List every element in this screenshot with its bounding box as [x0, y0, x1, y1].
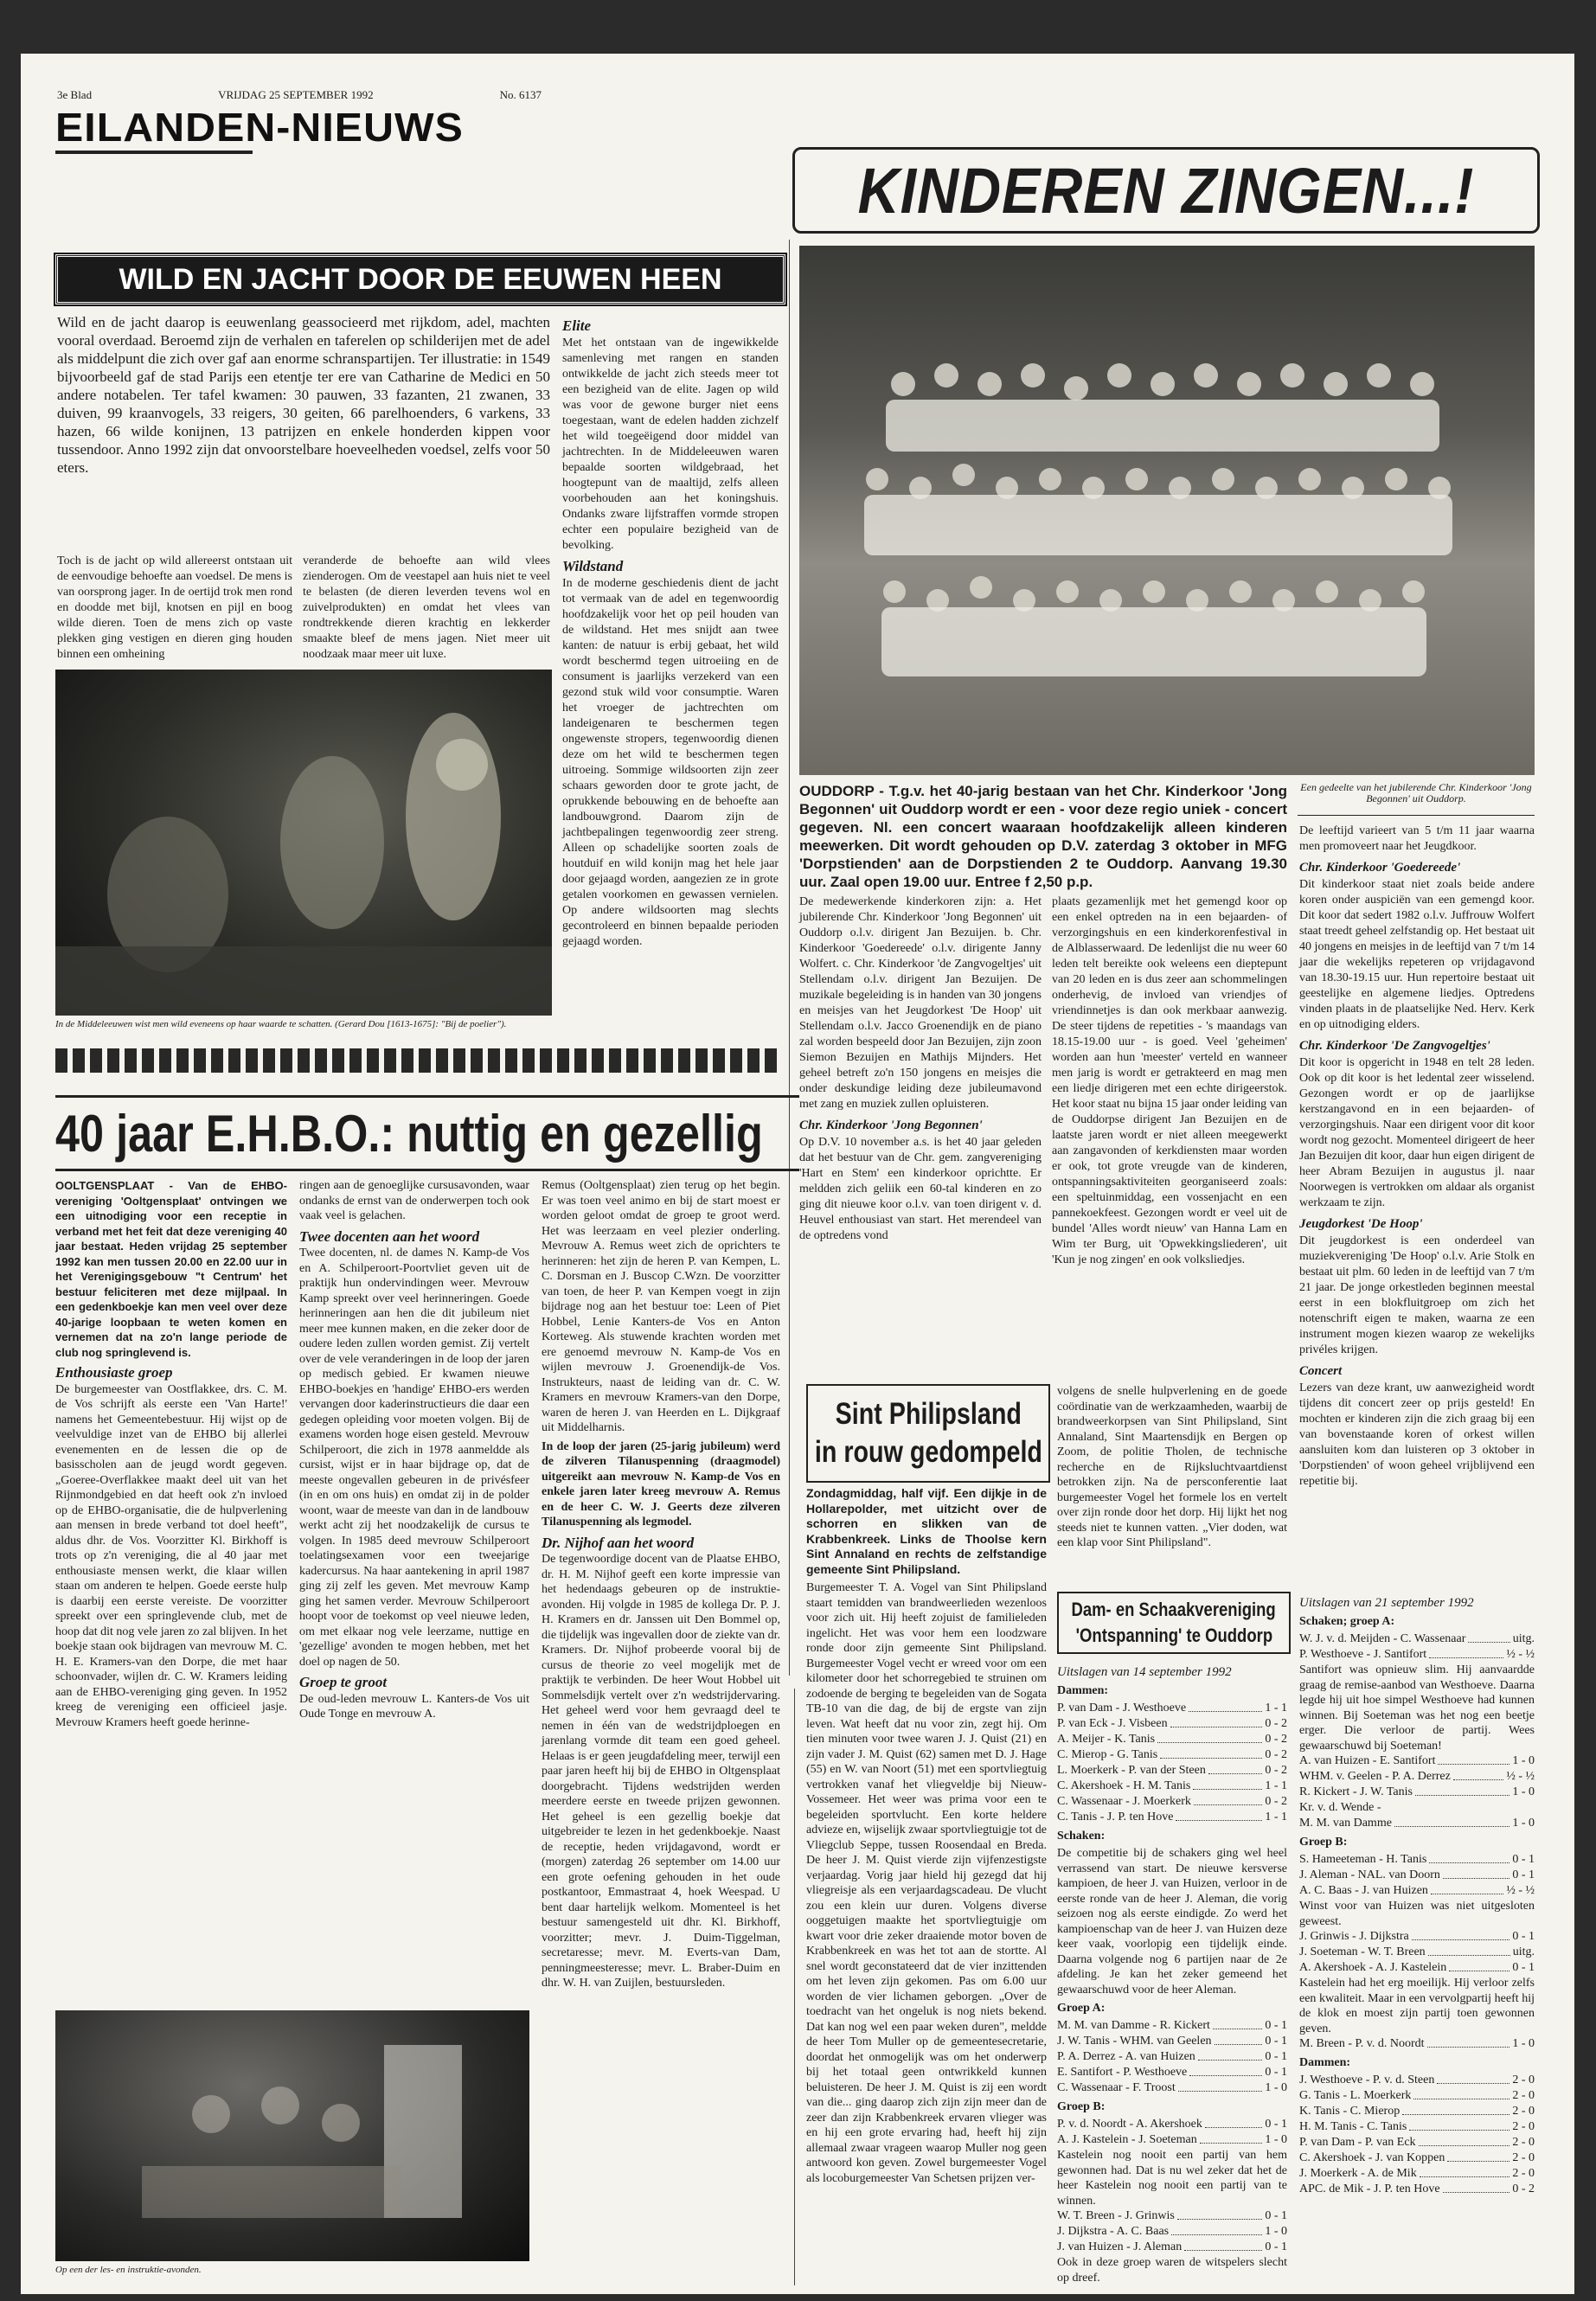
leader-dots: [1194, 1794, 1262, 1805]
match-result: 0 - 1: [1512, 1868, 1535, 1881]
match-result: 2 - 0: [1512, 2120, 1535, 2133]
groep-b3-text: Winst voor van Huizen was niet uitgesloten geweest.: [1299, 1900, 1535, 1928]
date-label: VRIJDAG 25 SEPTEMBER 1992: [218, 88, 374, 101]
zangvogeltjes-heading: Chr. Kinderkoor 'De Zangvogeltjes': [1299, 1039, 1490, 1053]
goedereede-text: Dit kinderkoor staat niet zoals beide andere koren onder auspiciën van een gemengd koor. Dit koor dat sedert 1982 o.l.v. Juffrouw Wolfert staat treedt geheel zelfstandig op. Het bestaat uit 40 jongens en meisjes in de leeftijd van 7 t/m 14 jaar die wekelijks repeteren op vrijdagavond van 18.30-19.15 uur. Hun repertoire bestaat uit geestelijke en algemene liedjes. Optredens vinden plaats in de plaatselijke Ned. Herv. Kerk en op uitnodiging elders.: [1299, 878, 1535, 1031]
wildstand-heading: Wildstand: [562, 558, 624, 574]
kr-wende: Kr. v. d. Wende -: [1299, 1801, 1381, 1814]
leader-dots: [1468, 1631, 1509, 1643]
page-label: 3e Blad: [57, 88, 93, 101]
result-row: [1299, 1769, 1535, 1785]
result-row: [1057, 1779, 1287, 1794]
leader-dots: [1157, 1732, 1262, 1743]
wild-col2: veranderde de behoefte aan wild vlees zienderogen. Om de veestapel aan huis niet te veel te belasten (de dieren leverden tevens wol en zuivelprodukten) en omdat het vlees van rondtrekkende dieren krachtig en lekkerder smaakte bleef de mens jagen. Niet meer uit noodzaak maar meer uit luxe.: [303, 554, 550, 661]
result-row: [1299, 2073, 1535, 2088]
match-name: M. M. van Damme: [1299, 1817, 1392, 1830]
match-result: uitg.: [1512, 1632, 1535, 1645]
match-result: 1 - 0: [1512, 2037, 1535, 2050]
philipsland-lead: Zondagmiddag, half vijf. Een dijkje in de Hollarepolder, met uitzicht over de schorren en slikken van de Krabbenkreek. Links de Thoolse kern Sint Annaland en rechts de zelfstandige gemeente Sint Philipsland.: [806, 1486, 1047, 1576]
match-name: C. Akershoek - H. M. Tanis: [1057, 1779, 1191, 1792]
wild-title: WILD EN JACHT DOOR DE EEUWEN HEEN: [119, 262, 722, 296]
elite-heading: Elite: [562, 317, 592, 334]
leader-dots: [1415, 1785, 1509, 1796]
leader-dots: [1394, 1816, 1509, 1827]
match-name: J. Moerkerk - A. de Mik: [1299, 2167, 1417, 2180]
match-name: J. van Huizen - J. Aleman: [1057, 2240, 1183, 2253]
match-name: H. M. Tanis - C. Tanis: [1299, 2120, 1407, 2133]
ehbo-col3-text: Remus (Ooltgensplaat) zien terug op het begin. Er was toen veel animo en bij de start moest er worden geloot omdat de groep te groot werd. Het was leerzaam en veel plezier onderling. Mevrouw A. Remus weet zich de oprichters te herinneren: het zijn de heren P. van Kempen, L. C. Dorsman en J. Buscop C.Wzn. De voorzitter van toen, de heer P. van Kempen voegt in zijn bijdrage nog aan het bestuur toe: Leen of Piet Hobbel, Lenie Kanters-de Vos en Anton Korteweg. Als stuwende krachten worden met ere genoemd mevrouw N. Kamp-de Vos en wijlen mevrouw J. Groenendijk-de Vos. Instrukteurs, naast de leiding van dr. C. W. Kramers en mevrouw Kramers-van den Dorpe, waren de heren J. van Heerden en L. Dijkgraaf uit Middelharnis.: [542, 1179, 780, 1434]
groep-b3-list-b: [1299, 1929, 1535, 1976]
result-row: [1057, 1747, 1287, 1763]
result-row: [1299, 2135, 1535, 2150]
leader-dots: [1431, 1883, 1503, 1894]
result-row: [1299, 1945, 1535, 1960]
leader-dots: [1429, 1852, 1509, 1863]
kinderen-lead: OUDDORP - T.g.v. het 40-jarig bestaan van het Chr. Kinderkoor 'Jong Begonnen' uit Ouddorp wordt er een - voor deze regio uniek - concert gegeven. Nl. een concert waaraan hoofdzakelijk alleen kinderen meewerken. Dit wordt gehouden op D.V. zaterdag 3 oktober in MFG 'Dorpstienden' aan de Dorpstienden 2 te Ouddorp. Aanvang 19.30 uur. Zaal open 19.00 uur. Entree f 2,50 p.p.: [799, 783, 1287, 890]
match-name: C. Wassenaar - J. Moerkerk: [1057, 1795, 1191, 1808]
leader-dots: [1438, 1753, 1509, 1765]
kinderen-col1-text: De medewerkende kinderkoren zijn: a. Het jubilerende Chr. Kinderkoor 'Jong Begonnen' uit Ouddorp o.l.v. dirigent Jan Bezuijen. b. Chr. Kinderkoor 'Goedereede' o.l.v. dirigente Janny Wolfert. c. Chr. Kinderkoor 'de Zangvogeltjes' uit Stellendam o.l.v. dirigent Jan Bezuijen. De muzikale begeleiding is in handen van 30 jongens en meisjes van het Jeugdorkest 'De Hoop' uit Stellendam o.l.v. Jacco Groenendijk en de piano zal worden bespeeld door Jan Bezuijen, zijn zoon Siemon Bezuijen en Mathijs Mijnders. Het geheel betreft zo'n 150 jongens en meisjes die onder deskundige leiding deze jubileumavond met zang en muziek zullen opluisteren.: [799, 895, 1042, 1111]
match-name: P. van Dam - P. van Eck: [1299, 2136, 1416, 2149]
match-result: 0 - 1: [1512, 1853, 1535, 1866]
leader-dots: [1205, 2117, 1262, 2128]
match-name: P. van Eck - J. Visbeen: [1057, 1717, 1168, 1730]
docenten-text: Twee docenten, nl. de dames N. Kamp-de Vos en A. Schilperoort-Poortvliet geven uit de praktijk hun ondervindingen weer. Mevrouw Kamp spreekt over veel herinneringen. Goede herinneringen aan hen die dit jubileum niet meer mee kunnen maken, en die zeker door de oudere leden zullen worden gemist. Zij vertelt over de vele veranderingen in de loop der jaren op medisch gebied. Er kwamen nieuwe EHBO-boekjes en 'handige' EHBO-ers werden vervangen door kaderinstructieurs die daar een gedegen opleiding voor moeten volgen. Bij de examens worden hoge eisen gesteld. Mevrouw Schilperoort, die zich in 1978 aanmeldde als cursist, wijst er in haar bijdrage op, dat de meeste ongevallen gebeuren in de privésfeer (in en om ons huis) en omdat zij in de polder woont, waar de meeste van dan in de landbouw werkt acht zij het noodzakelijk de cursus te volgen. In 1985 deed mevrouw Schilperoort toelatingsexamen voor een tweejarige kadercursus. Na haar aantekening in april 1987 ging zij zelf les geven. Met mevrouw Kamp ging het samen verder. Mevrouw Schilperoort hoopt voor de toekomst op veel nieuwe leden, om met elkaar nog vele leerzame, nuttige en 'gezellige' avonden te mogen hebben, met het doel op nagen de 50.: [299, 1247, 529, 1669]
match-result: 1 - 0: [1265, 2081, 1287, 2094]
schaken-text-1: De competitie bij de schakers ging wel heel verrassend van start. De nieuwe kersverse kampioen, de heer J. van Huizen, verloor in de eerste ronde van de heer J. Aleman, die vorig seizoen nog als eerste eindigde. Zo werd het kampioenschap van de heer J. van Huizen deze keer vaak, voorlopig een tijdelijk einde. Daarna volgende nog 6 partijen naar de 2e afdeling. Je kan het zeker gemeend het gewaarschuwd voor de heer Aleman.: [1057, 1847, 1287, 1997]
match-name: A. Akershoek - A. J. Kastelein: [1299, 1961, 1447, 1974]
leader-dots: [1213, 2018, 1262, 2029]
wild-title-bar: [55, 254, 785, 304]
groep-b3-list: [1299, 1852, 1535, 1899]
leader-dots: [1429, 1647, 1503, 1658]
match-name: E. Santifort - P. Westhoeve: [1057, 2066, 1188, 2079]
match-name: J. Westhoeve - P. v. d. Steen: [1299, 2073, 1435, 2086]
ehbo-lead: OOLTGENSPLAAT - Van de EHBO-vereniging 'Ooltgensplaat' ontvingen we een uitnodiging voor een receptie in verband met het feit dat deze vereniging 40 jaar bestaat. Heden vrijdag 25 september 1992 kan men tussen 20.00 en 22.00 uur in het Verenigingsgebouw "t Centrum' het bestuur feliciteren met deze mijlpaal. In een gedenkboekje kan men veel over deze 40-jarige loopbaan te weten komen en vernemen dat na zo'n lange periode de club nog springlevend is.: [55, 1179, 287, 1359]
groep-text: De oud-leden mevrouw L. Kanters-de Vos uit Oude Tonge en mevrouw A.: [299, 1692, 529, 1721]
result-row: [1057, 1794, 1287, 1810]
match-result: 2 - 0: [1512, 2136, 1535, 2149]
newspaper-page: [21, 54, 1574, 2294]
header-line: [57, 88, 542, 102]
result-row: [1299, 1785, 1535, 1800]
painting-shapes: [55, 670, 552, 1016]
match-result: 0 - 1: [1512, 1961, 1535, 1974]
match-name: C. Wassenaar - F. Troost: [1057, 2081, 1176, 2094]
leader-dots: [1200, 2132, 1263, 2144]
result-row: [1299, 1816, 1535, 1831]
dam-title-2: 'Ontspanning' te Ouddorp: [1075, 1625, 1272, 1646]
dammen-heading-1: Dammen:: [1057, 1684, 1109, 1697]
result-row: [1299, 1631, 1535, 1647]
leader-dots: [1427, 2036, 1510, 2048]
match-result: 2 - 0: [1512, 2151, 1535, 2164]
result-row: [1299, 1753, 1535, 1769]
match-result: 0 - 1: [1512, 1930, 1535, 1943]
masthead: EILANDEN-NIEUWS: [55, 105, 464, 150]
match-result: 0 - 2: [1265, 1748, 1287, 1761]
match-name: P. Westhoeve - J. Santifort: [1299, 1648, 1427, 1661]
jong-begonnen-text: Op D.V. 10 november a.s. is het 40 jaar geleden dat het bestuur van de Chr. gem. zangvereniging 'Hart en Stem' een kinderkoor oprichtte. Er meldden zich geliik een 60-tal kinderen en zo ging dit nieuwe koor o.l.v. van toen dirigent v. d. Heuvel enthousiast van start. Het merendeel van de optredens vond: [799, 1136, 1042, 1242]
uitslagen-21: Uitslagen van 21 september 1992: [1299, 1596, 1474, 1610]
uitslagen-14: Uitslagen van 14 september 1992: [1057, 1665, 1232, 1679]
ehbo-title: 40 jaar E.H.B.O.: nuttig en gezellig: [55, 1104, 763, 1163]
match-result: uitg.: [1512, 1945, 1535, 1958]
match-result: 0 - 1: [1265, 2240, 1287, 2253]
result-row: [1299, 2036, 1535, 2052]
caption-rule: [1298, 815, 1535, 816]
groep-b-heading: Groep B:: [1057, 2100, 1106, 2113]
result-row: [1057, 2049, 1287, 2065]
result-row: [1057, 1732, 1287, 1747]
zangvogeltjes-text: Dit koor is opgericht in 1948 en telt 28 leden. Ook op dit koor is het ledental zeer wisselend. Gezongen wordt er op de jaarlijkse kerstzangavond en in een bejaarden- of verzorgingshuis. Naar een dirigent voor dit koor wordt nog gezocht. Momenteel dirigeert de heer Jan Bezuijen dit koor, daar hun eigen dirigent de heer Abram Bezuijen in augustus jl. naar Noorwegen is vertrokken om aldaar als organist werkzaam te zijn.: [1299, 1056, 1535, 1209]
concert-text: Lezers van deze krant, uw aanwezigheid wordt tijdens dit concert zeer op prijs gesteld! En mochten er kinderen zijn die zich graag bij een van bovenstaande koren of orkest willen aansluiten kom dan luisteren op 3 oktober in 'Dorpstienden' of woon geheel vrijblijvend een repetitie bij.: [1299, 1381, 1535, 1488]
dammen-list-1: [1057, 1701, 1287, 1825]
match-result: 1 - 1: [1265, 1702, 1287, 1715]
leader-dots: [1449, 1960, 1509, 1971]
match-name: A. C. Baas - J. van Huizen: [1299, 1884, 1428, 1897]
match-name: G. Tanis - L. Moerkerk: [1299, 2089, 1412, 2102]
match-name: A. van Huizen - E. Santifort: [1299, 1754, 1436, 1767]
nijhof-text: De tegenwoordige docent van de Plaatse EHBO, dr. H. M. Nijhof geeft een korte impressie van het hedendaags gebeuren op de instruktie-avonden. Hij volgde in 1985 de kollega Dr. P. J. H. Kramers en dr. Janssen uit Den Bommel op, die tijdelijk was ingevallen door de ziekte van dr. Kramers. Dr. Nijhof probeerde vooral bij de cursus de theorie zo veel mogelijk met de praktijk te verbinden. De heer Wout Hobbel uit Sommelsdijk vertelt over z'n wedstrijdervaring. Het geheel werd voor hem gevraagd deel te nemen in één van de wedstrijdploegen en jarenlang vormde dit team een goed geheel. Helaas is er geen jeugdafdeling meer, terwijl een paar jaren heeft hij bij de EHBO in Oltgensplaat doorgebracht. Tijdens wedstrijden werden meerdere eerste en tweede prijzen gewonnen. Het geheel is een gezellig boekje dat uitgebreider te lezen in het gedenkboekje. Naast de receptie, heden vrijdagavond, wordt er (morgen) zaterdag 26 september om 14.00 uur een grote oefening gehouden in het oude postkantoor, Emmastraat 4, hoek Weespad. U bent daar hartelijk welkom. Momenteel is het bestuur samengesteld uit dhr. Kl. Birkhoff, voorzitter; mevr. J. Duim-Tiggelman, secretaresse; mevr. M. Everts-van Dam, penningmeesteresse; mevr. L. Braber-Duim en dhr. W. H. van Zuijlen, bestuursleden.: [542, 1553, 780, 1990]
match-result: 1 - 0: [1512, 1785, 1535, 1798]
wild-right-column: [562, 313, 779, 953]
jong-begonnen-heading: Chr. Kinderkoor 'Jong Begonnen': [799, 1118, 983, 1132]
leader-dots: [1412, 1929, 1510, 1940]
result-row: [1057, 2208, 1287, 2224]
result-row: [1299, 1647, 1535, 1663]
ehbo-photo: [55, 2010, 529, 2261]
ehbo-col2: [299, 1178, 529, 1726]
match-name: P. A. Derrez - A. van Huizen: [1057, 2050, 1195, 2063]
kinderen-title: KINDEREN ZINGEN...!: [857, 154, 1475, 227]
choir-photo: [799, 246, 1535, 775]
philipsland-text: Burgemeester T. A. Vogel van Sint Philipsland staart temidden van brandweerlieden wezenloos voor zich uit. Hij heeft zojuist de familieleden ingelicht. Het was voor hem een loodzware ronde door zijn gemeente Sint Philipsland. Burgemeester Vogel vecht er wreed voor om een kilometer door het schorregebied te struinen om zodoende de berging te begeleiden van de Sogata TB-10 van die dag, de bij de ergste van zijn leven. Wat heeft dat nu voor zin, zegt hij. Om tien minuten voor twee waren J. J. Quist (21) en zijn vader J. M. Quist (62) samen met D. J. Hage (55) en W. van Noort (51) met een sportvliegtuig vertrokken vanaf het vliegveldje bij Nieuw-Vossemeer. Het weer was prima voor een te begeleiden sportvlucht. Een korte heldere advieze en, wijselijk zwaar sportvliegtuigje tot de Vliegclub Seppe, tussen Roosendaal en Breda. De heer J. M. Quist vierde zijn vijfenzestigste verjaardag. Vorig jaar hield hij gezegd dat hij vliegreisje als een verjaardagscadeau. De vlucht zou een klein uur duren. Volgens diverse ooggetuigen maakte het sportvliegtuigje om kwart voor drie zeker draaiende motor boven de Krabbenkreek en was het tot aan de stortte. Al snel wordt geconstateerd dat de vier inzittenden om het leven zijn gekomen. Pas om 6.00 uur worden de vier lichamen geborgen. „Over de toedracht van het ongeluk is nog niets bekend. Dat kan nog wel een paar weken duren", meldde de heer Tom Muller op de gemeentesecretarie, doordat het onmogelijk was om het onderwerp bij het totaal geen ontwrikkeld kunnen beluisteren. De heer J. M. Quist is zij een wordt van die... ging daarop zich zijn zijn meer dan de zeer dan zijn Krabbenkreek ervaren vlieger was en hij een grote ervaring had, heeft hij zijn allemaal zwaar vrageen waarop Muller nog geen antwoord kon geven. Zowel burgemeester Vogel als locoburgemeester Van Schetsen prijzen ver-: [806, 1581, 1047, 2185]
match-result: 0 - 1: [1265, 2050, 1287, 2063]
result-row: [1057, 2034, 1287, 2049]
match-result: ½ - ½: [1506, 1648, 1535, 1661]
breen-row: [1299, 2036, 1535, 2052]
result-row: [1299, 2150, 1535, 2166]
match-result: 0 - 1: [1265, 2066, 1287, 2079]
match-result: 0 - 1: [1265, 2019, 1287, 2032]
groep-b3-text-2: Kastelein had het erg moeilijk. Hij verloor zelfs een kwaliteit. Maar in een vervolgpartij heeft hij de klok en moest zijn partij toen gewonnen geven.: [1299, 1977, 1535, 2035]
match-name: J. Aleman - NAL. van Doorn: [1299, 1868, 1440, 1881]
result-row: [1299, 1883, 1535, 1899]
schaken-list-2b: [1299, 1753, 1535, 1800]
leader-dots: [1443, 1868, 1509, 1879]
ehbo-title-bar: [55, 1095, 799, 1171]
result-row: [1299, 1852, 1535, 1868]
dam-title-1: Dam- en Schaakvereniging: [1071, 1599, 1277, 1620]
dam-col1: [1057, 1659, 1287, 2285]
match-result: 0 - 2: [1265, 1733, 1287, 1746]
match-result: 1 - 0: [1512, 1817, 1535, 1830]
center-divider: [789, 240, 790, 1676]
leader-dots: [1178, 2080, 1263, 2092]
elite-text: Met het ontstaan van de ingewikkelde samenleving met rangen en standen ontwikkelde de jacht zich steeds meer tot een bezigheid van de elite. Jagen op wild was voor de gewone burger niet eens toegestaan, want de edelen hadden zichzelf het wild toegeëigend door middel van jachtrechten. In de Middeleeuwen waren bepaalde soorten wildgebraad, het hoogtepunt van de maaltijd, zelfs alleen voorbehouden aan het koningshuis. Ondanks zware lijfstraffen vormde stropen echter een populaire bezigheid van de bevolking.: [562, 336, 779, 552]
match-name: W. J. v. d. Meijden - C. Wassenaar: [1299, 1632, 1466, 1645]
kinderen-col2: plaats gezamenlijk met het gemengd koor op een enkel optreden na in een bejaarden- of verzorgingshuis en een kinderkorenfestival in de Alblasserwaard. De ledenlijst die nu weer 60 leden telt bereikte ook weleens een dieptepunt van 20 leden en is dus zeer aan schommelingen onderhevig, de invloed van vriendjes of vriendinnetjes is dan ook merkbaar aanwezig. De steer tijdens de repetities - 's maandags van 18.15-19.00 uur - is goed. Veel 'geheimen' worden aan hun 'meester' verteld en wanneer men jarig is wordt er getrakteerd en mag men een liedje dirigeren met een echte dirigeerstok. Het koor staat nu bijna 15 jaar onder leiding van de Ouddorpse dirigent Jan Bezuijen en de laatste jaren wordt er niet alleen meegewerkt aan zangavonden of kerkdiensten maar worden er ook, tot grote vreugde van de kinderen, ontspanningsaktiviteiten georganiseerd zoals: een speltuinmiddag, een vossenjacht en een pannekoekfeest. Gezongen wordt er veel uit de bundel 'Alles wordt nieuw' van Hanna Lam en Wim ter Burg, uit 'Opwekkingsliederen', uit 'Kun je nog zingen' en ook volksliedjes.: [1052, 895, 1287, 1266]
concert-heading: Concert: [1299, 1364, 1343, 1378]
groep-heading: Groep te groot: [299, 1674, 388, 1690]
leader-dots: [1189, 2065, 1262, 2076]
match-name: J. Soeteman - W. T. Breen: [1299, 1945, 1426, 1958]
match-name: P. v. d. Noordt - A. Akershoek: [1057, 2118, 1202, 2131]
dammen-list-2: [1299, 2073, 1535, 2197]
match-name: M. M. van Damme - R. Kickert: [1057, 2019, 1210, 2032]
tilanus-text: In de loop der jaren (25-jarig jubileum) werd de zilveren Tilanuspenning (draagmodel) uitgereikt aan mevrouw N. Kamp-de Vos en enkele jaren later kreeg mevrouw A. Remus en de heer C. W. J. Geerts deze zilveren Tilanuspenning als legmodel.: [542, 1439, 780, 1529]
groep-b-list-2: [1057, 2208, 1287, 2255]
issue-number: No. 6137: [499, 88, 542, 101]
match-name: M. Breen - P. v. d. Noordt: [1299, 2037, 1425, 2050]
schaken-list-2: [1299, 1631, 1535, 1663]
leader-dots: [1189, 1701, 1262, 1712]
leader-dots: [1208, 1763, 1262, 1774]
result-row: [1299, 2182, 1535, 2197]
leader-dots: [1215, 2034, 1263, 2045]
match-result: 1 - 0: [1265, 2133, 1287, 2146]
result-row: [1057, 2117, 1287, 2132]
leader-dots: [1198, 2049, 1263, 2061]
leader-dots: [1171, 2224, 1262, 2235]
enthousiaste-text: De burgemeester van Oostflakkee, drs. C. M. de Vos schrijft als eerste een 'Van Harte!' namens het Gemeentebestuur. Hij wijst op de veelvuldige inzet van de EHBO bij allerlei evenementen en de lessen die op de basisscholen aan de jeugd wordt gegeven. „Goeree-Overflakkee maakt deel uit van het Rijnmondgebied en dat heeft ook z'n invloed op de EHBO-organisatie, die de hulpverlening aan mensen in brede verband tot doel heeft", aldus dhr. de Vos. Voorzitter Kl. Birkhoff is trots op z'n vereniging, die al 40 jaar met enthousiaste mensen werkt, die klaar willen staan om anderen te helpen. Goede eerste hulp is daarbij een eerste vereiste. De voorzitter spreekt over een springlevende club, met de hoop dat dit nog vele jaren zo zal blijven. In het boekje staan ook bijdragen van mevrouw M. C. H. E. Kramers-van den Dorpe, die met haar schoonvader, wijlen dr. C. W. Kramers leiding aan de EHBO-vereniging ging geven. In 1952 kreeg de vereniging een officieel jasje. Mevrouw Kramers heeft goede herinne-: [55, 1382, 287, 1729]
philipsland-title-1: Sint Philipsland: [835, 1397, 1022, 1431]
match-result: 2 - 0: [1512, 2167, 1535, 2180]
leader-dots: [1402, 2104, 1509, 2115]
match-result: 2 - 0: [1512, 2105, 1535, 2118]
match-result: ½ - ½: [1506, 1770, 1535, 1783]
dammen-heading-2: Dammen:: [1299, 2056, 1351, 2069]
match-name: L. Moerkerk - P. van der Steen: [1057, 1764, 1206, 1777]
result-row: [1299, 1960, 1535, 1976]
leader-dots: [1437, 2073, 1509, 2084]
match-name: P. van Dam - J. Westhoeve: [1057, 1702, 1187, 1715]
groep-a-list: [1057, 2018, 1287, 2096]
result-row: [1299, 2088, 1535, 2104]
result-row: [1057, 1763, 1287, 1779]
de-hoop-heading: Jeugdorkest 'De Hoop': [1299, 1217, 1423, 1231]
match-result: 0 - 2: [1265, 1764, 1287, 1777]
result-row: [1299, 1929, 1535, 1945]
match-name: K. Tanis - C. Mierop: [1299, 2105, 1401, 2118]
choir-caption: Een gedeelte van het jubilerende Chr. Kinderkoor 'Jong Begonnen' uit Ouddorp.: [1300, 781, 1532, 804]
schaken-text-2: Santifort was opnieuw slim. Hij aanvaardde graag de remise-aanbod van Westhoeve. Daarna legde hij uit hoe simpel Westhoeve had kunnen winnen. Bij Soeteman was het nog een beetje erger. Die verloor de partij. Wees gewaarschuwd bij Soeteman!: [1299, 1663, 1535, 1753]
match-name: S. Hameeteman - H. Tanis: [1299, 1853, 1427, 1866]
wild-col1: Toch is de jacht op wild allereerst ontstaan uit de eenvoudige behoefte aan voedsel. De mens is van oorsprong jager. In de oertijd trok men rond en doodde met bijl, knotsen en pijl en boog wilde dieren. Toen de mens zich op vaste plekken ging vestigen en dieren ging houden binnen een omheining: [57, 554, 292, 661]
damme-row: [1299, 1816, 1535, 1831]
docenten-heading: Twee docenten aan het woord: [299, 1227, 480, 1245]
result-row: [1057, 1810, 1287, 1825]
leader-dots: [1453, 1769, 1504, 1780]
match-name: J. Grinwis - J. Dijkstra: [1299, 1930, 1409, 1943]
leader-dots: [1428, 1945, 1510, 1956]
result-row: [1299, 1868, 1535, 1883]
enthousiaste-heading: Enthousiaste groep: [55, 1364, 173, 1381]
match-result: 2 - 0: [1512, 2073, 1535, 2086]
schaken-heading-1: Schaken:: [1057, 1830, 1106, 1843]
kinderen-col3: [1299, 824, 1535, 1493]
ehbo-photo-shapes: [55, 2010, 529, 2261]
ehbo-col1: [55, 1178, 287, 1734]
groep-b-text: Kastelein nog nooit een partij van hem gewonnen had. Dat is nu wel zeker dat het de heer Kastelein nog nooit een partij van te winnen.: [1057, 2149, 1287, 2208]
result-row: [1057, 1701, 1287, 1716]
kinderen-col1: [799, 894, 1042, 1247]
leader-dots: [1160, 1747, 1262, 1759]
leader-dots: [1170, 1716, 1263, 1727]
result-row: [1299, 2166, 1535, 2182]
match-result: 0 - 1: [1265, 2118, 1287, 2131]
result-row: [1057, 2065, 1287, 2080]
match-name: C. Mierop - G. Tanis: [1057, 1748, 1158, 1761]
dam-title-box: [1057, 1592, 1291, 1654]
match-result: 1 - 1: [1265, 1811, 1287, 1823]
wild-lead: Wild en de jacht daarop is eeuwenlang geassocieerd met rijkdom, adel, machten vooral overdaad. Beroemd zijn de verhalen en taferelen op schilderijen met de adel als middelpunt die zich over gaf aan enorme schranspartijen. Ter illustratie: in 1549 bijvoorbeeld gaf de stad Parijs een etentje ter ere van Catharine de Medici en 50 andere notabelen. Ter tafel kwamen: 30 pauwen, 33 fazanten, 21 zwanen, 33 duiven, 99 kraanvogels, 33 reigers, 30 geiten, 66 parelhoenders, 6 varkens, 33 hazen, 66 wilde konijnen, 13 patrijzen en enkele honderden kippen voor tussendoor. Anno 1992 zijn dat onvoorstelbare hoeveelheden voedsel, zelfs voor 50 eters.: [57, 314, 550, 476]
choir-figures: [799, 246, 1535, 775]
masthead-underline: [55, 151, 253, 154]
groep-b3-heading: Groep B:: [1299, 1836, 1348, 1849]
match-name: C. Akershoek - J. van Koppen: [1299, 2151, 1445, 2164]
result-row: [1057, 2224, 1287, 2240]
match-name: WHM. v. Geelen - P. A. Derrez: [1299, 1770, 1451, 1783]
match-result: 0 - 2: [1512, 2182, 1535, 2195]
groep-a-heading: Groep A:: [1057, 2002, 1106, 2015]
leeftijd-text: De leeftijd varieert van 5 t/m 11 jaar waarna men promoveert naar het Jeugdkoor.: [1299, 824, 1535, 853]
leader-dots: [1413, 2088, 1509, 2099]
result-row: [1299, 2104, 1535, 2119]
painting-caption: In de Middeleeuwen wist men wild eveneens op haar waarde te schatten. (Gerard Dou [1613-1675]: "Bij de poelier").: [55, 1019, 507, 1029]
match-name: J. Dijkstra - A. C. Baas: [1057, 2225, 1170, 2238]
match-name: A. J. Kastelein - J. Soeteman: [1057, 2133, 1197, 2146]
match-name: J. W. Tanis - WHM. van Geelen: [1057, 2035, 1212, 2048]
match-result: 0 - 2: [1265, 1717, 1287, 1730]
match-name: R. Kickert - J. W. Tanis: [1299, 1785, 1413, 1798]
nijhof-heading: Dr. Nijhof aan het woord: [542, 1534, 695, 1551]
ehbo-caption: Op een der les- en instruktie-avonden.: [55, 2265, 202, 2275]
match-result: 1 - 0: [1512, 1754, 1535, 1767]
schaken-heading-2: Schaken; groep A:: [1299, 1615, 1395, 1628]
leader-dots: [1420, 2166, 1510, 2177]
groep-b-list: [1057, 2117, 1287, 2148]
leader-dots: [1184, 2240, 1262, 2251]
lower-divider: [794, 1689, 795, 2285]
result-row: [1057, 2018, 1287, 2034]
match-result: ½ - ½: [1506, 1884, 1535, 1897]
decorative-border: [55, 1048, 780, 1073]
match-result: 0 - 2: [1265, 1795, 1287, 1808]
philipsland-col1: [806, 1486, 1047, 2189]
match-name: A. Meijer - K. Tanis: [1057, 1733, 1156, 1746]
ehbo-col3: [542, 1178, 780, 1995]
match-name: APC. de Mik - J. P. ten Hove: [1299, 2182, 1440, 2195]
leader-dots: [1177, 2208, 1262, 2220]
groep-b-end: Ook in deze groep waren de witspelers slecht op dreef.: [1057, 2256, 1287, 2285]
match-result: 2 - 0: [1512, 2089, 1535, 2102]
de-hoop-text: Dit jeugdorkest is een onderdeel van muziekvereniging 'De Hoop' o.l.v. Arie Stolk en bestaat uit plm. 60 leden in de leeftijd van 7 t/m 21 jaar. De jonge orkestleden beginnen meestal eerst in een blokfluitgroep om zich het notenschrift eigen te maken, waarna ze een instrument mogen kiezen waarop ze wekelijks privéles krijgen.: [1299, 1234, 1535, 1356]
philipsland-title-box: [806, 1384, 1050, 1483]
wildstand-text: In de moderne geschiedenis dient de jacht tot vermaak van de adel en tegenwoordig hoofdzakelijk voor het op peil houden van de wildstand. Het mes snijdt aan twee kanten: de natuur is erbij gebaat, het wild wordt beschermd tegen uitroeiing en de consument is jaarlijks verzekerd van een gezond stuk wild voor consumptie. Waren het vroeger de jachtrechten om landeigenaren te beschermen tegen ongewenste stropers, tegenwoordig dienen deze om het wild te beschermen tegen uitroeing. Sommige wildsoorten zijn zeer schaars geworden door te grote jacht, de oprukkende bebouwing en de behoefte aan landbouwgrond. Daarom zijn de jachtbepalingen tegenwoordig zeer streng. Alleen op schadelijke soorten zoals de houtduif en wild konijn mag het hele jaar door gejaagd worden, aangezien ze in grote getalen voorkomen en gewassen vernielen. Op andere wildsoorten mag slechts gecontroleerd en binnen bepaalde perioden gejaagd worden.: [562, 577, 779, 948]
match-name: C. Tanis - J. P. ten Hove: [1057, 1811, 1174, 1823]
philipsland-title-2: in rouw gedompeld: [814, 1435, 1042, 1469]
ehbo-col2-text: ringen aan de genoeglijke cursusavonden, waar ondanks de ernst van de onderwerpen toch ook vaak veel is gelachen.: [299, 1179, 529, 1222]
dam-col2: [1299, 1590, 1535, 2197]
match-result: 0 - 1: [1265, 2035, 1287, 2048]
poelier-painting: [55, 670, 552, 1016]
match-result: 1 - 1: [1265, 1779, 1287, 1792]
result-row: [1057, 2080, 1287, 2096]
kinderen-banner: [792, 147, 1540, 234]
result-row: [1299, 2119, 1535, 2135]
leader-dots: [1176, 1810, 1262, 1821]
leader-dots: [1443, 2182, 1510, 2193]
result-row: [1057, 2240, 1287, 2255]
goedereede-heading: Chr. Kinderkoor 'Goedereede': [1299, 861, 1461, 875]
leader-dots: [1409, 2119, 1509, 2131]
match-result: 1 - 0: [1265, 2225, 1287, 2238]
match-name: W. T. Breen - J. Grinwis: [1057, 2209, 1175, 2222]
philipsland-col2: volgens de snelle hulpverlening en de goede coördinatie van de werkzaamheden, waarbij de brandweerkorpsen van Sint Philipsland, Sint Annaland, Sint Maartensdijk en Bergen op Zoom, de politie Tholen, de technische recherche en de Rijksluchtvaartdienst betrokken zijn. Na de persconferentie laat burgemeester Vogel het formele los en vertelt over zijn ronde door het dorp. Hij lijkt het nog steeds niet te kunnen vatten. „Vier doden, wat een klap voor Sint Philipsland".: [1057, 1385, 1287, 1549]
match-result: 0 - 1: [1265, 2209, 1287, 2222]
leader-dots: [1447, 2150, 1509, 2162]
leader-dots: [1193, 1779, 1262, 1790]
leader-dots: [1419, 2135, 1510, 2146]
result-row: [1057, 1716, 1287, 1732]
result-row: [1057, 2132, 1287, 2148]
